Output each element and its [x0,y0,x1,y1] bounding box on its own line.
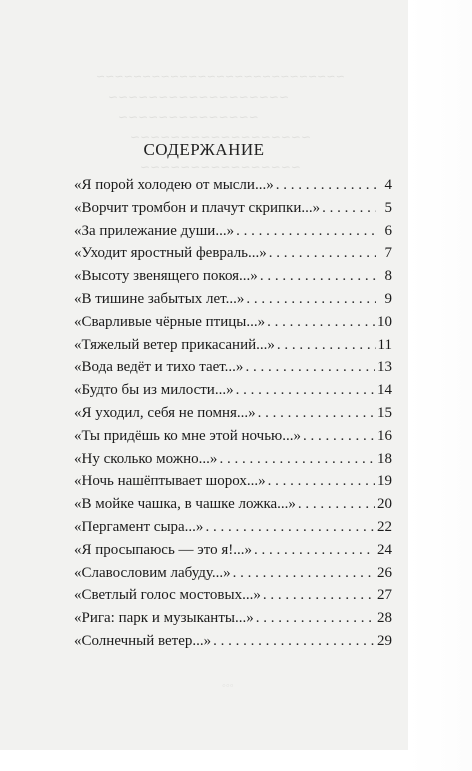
toc-dot-leader [263,587,375,604]
toc-entry [74,245,392,268]
toc-entry-title: «Светлый голос мостовых...» [74,587,261,604]
toc-entry [74,405,392,428]
show-through-line: ∼∼∼∼∼∼∼∼∼∼∼∼∼∼∼∼∼∼ [130,130,311,144]
toc-entry-title: «Уходит яростный февраль...» [74,245,267,262]
toc-entry-title: «Ты придёшь ко мне этой ночью...» [74,427,301,444]
toc-entry-title: «Вода ведёт и тихо тает...» [74,359,244,376]
toc-entry-page-number: 19 [377,473,392,490]
toc-entry [74,587,392,610]
toc-entry-page-number: 22 [377,518,392,535]
toc-dot-leader [236,223,376,240]
toc-entry-page-number: 26 [377,564,392,581]
toc-entry-title: «Ну сколько можно...» [74,450,218,467]
toc-entry-page-number: 5 [384,199,392,216]
toc-entry-page-number: 9 [384,290,392,307]
toc-entry-page-number: 10 [377,313,392,330]
toc-entry [74,359,392,382]
toc-entry-title: «В тишине забытых лет...» [74,290,245,307]
show-through-line: ∼∼∼∼∼∼∼∼∼∼∼∼∼∼∼∼∼∼∼∼∼∼∼∼∼∼∼ [96,71,345,83]
toc-dot-leader [298,496,375,513]
toc-entry [74,610,392,633]
toc-entry-title: «За прилежание души...» [74,222,235,239]
toc-entry [74,496,392,519]
toc-dot-leader [258,405,375,422]
toc-entry-title: «Тяжелый ветер прикасаний...» [74,336,275,353]
toc-entry-page-number: 28 [377,610,392,627]
toc-entry-title: «Высоту звенящего покоя...» [74,268,258,285]
toc-dot-leader [219,451,375,468]
toc-entry-title: «Рига: парк и музыканты...» [74,610,254,627]
page-bottom-margin [0,750,408,771]
toc-entry [74,314,392,337]
toc-entry-page-number: 14 [377,382,392,399]
toc-dot-leader [322,200,376,217]
toc-entry-page-number: 18 [377,450,392,467]
toc-entry-page-number: 16 [377,427,392,444]
toc-dot-leader [276,177,376,194]
toc-entry-title: «Пергамент сыра...» [74,518,204,535]
toc-entry-title: «Славословим лабуду...» [74,564,231,581]
toc-entry-title: «Солнечный ветер...» [74,632,212,649]
toc-entry [74,519,392,542]
toc-dot-leader [267,314,375,331]
toc-dot-leader [303,428,375,445]
toc-entry-page-number: 20 [377,496,392,513]
toc-entry-page-number: 8 [384,268,392,285]
toc-entry [74,565,392,588]
toc-entry-page-number: 4 [384,177,392,193]
toc-entry-page-number: 27 [377,587,392,604]
toc-entry [74,428,392,451]
toc-heading: СОДЕРЖАНИЕ [143,140,265,159]
toc-entry-title: «Сварливые чёрные птицы...» [74,313,266,330]
toc-entry-page-number: 13 [377,359,392,376]
toc-entry [74,337,392,360]
toc-entry-title: «Я уходил, себя не помня...» [74,404,256,421]
toc-entry-title: «Я просыпаюсь — это я!...» [74,541,252,558]
toc-entry-title: «Будто бы из милости...» [74,382,234,399]
toc-entry-title: «Ночь нашёптывает шорох...» [74,473,266,490]
toc-entry-title: «Ворчит тромбон и плачут скрипки...» [74,199,321,216]
toc-entry [74,382,392,405]
toc-dot-leader [260,268,376,285]
toc-entry-page-number: 29 [377,632,392,649]
toc-entry [74,542,392,565]
toc-dot-leader [233,565,375,582]
toc-dot-leader [269,245,376,262]
toc-entry-page-number: 15 [377,404,392,421]
toc-dot-leader [205,519,375,536]
toc-dot-leader [245,359,375,376]
toc-list [74,177,392,656]
toc-dot-leader [254,542,375,559]
toc-dot-leader [246,291,376,308]
toc-entry-page-number: 7 [384,245,392,262]
toc-entry [74,473,392,496]
toc-dot-leader [256,610,375,627]
show-through-line: ∼∼∼∼∼∼∼∼∼∼∼∼∼∼ [118,110,259,124]
show-through-line: ∼∼∼∼∼∼∼∼∼∼∼∼∼∼∼∼ [140,160,301,174]
toc-entry-page-number: 11 [377,336,392,353]
toc-entry [74,291,392,314]
toc-entry [74,223,392,246]
toc-entry-page-number: 24 [377,541,392,558]
toc-dot-leader [236,382,375,399]
toc-entry [74,200,392,223]
show-through-line: ∼∼∼∼∼∼∼∼∼∼∼∼∼∼∼∼∼∼ [108,90,289,104]
toc-entry [74,633,392,656]
toc-dot-leader [277,337,376,354]
toc-entry-title: «В мойке чашка, в чашке ложка...» [74,496,296,513]
toc-dot-leader [213,633,375,650]
toc-entry-title: «Я порой холодею от мысли...» [74,177,274,193]
toc-entry [74,177,392,200]
toc-entry-page-number: 6 [384,222,392,239]
page-margin [408,0,472,771]
toc-entry [74,268,392,291]
toc-dot-leader [268,473,375,490]
toc-entry [74,451,392,474]
